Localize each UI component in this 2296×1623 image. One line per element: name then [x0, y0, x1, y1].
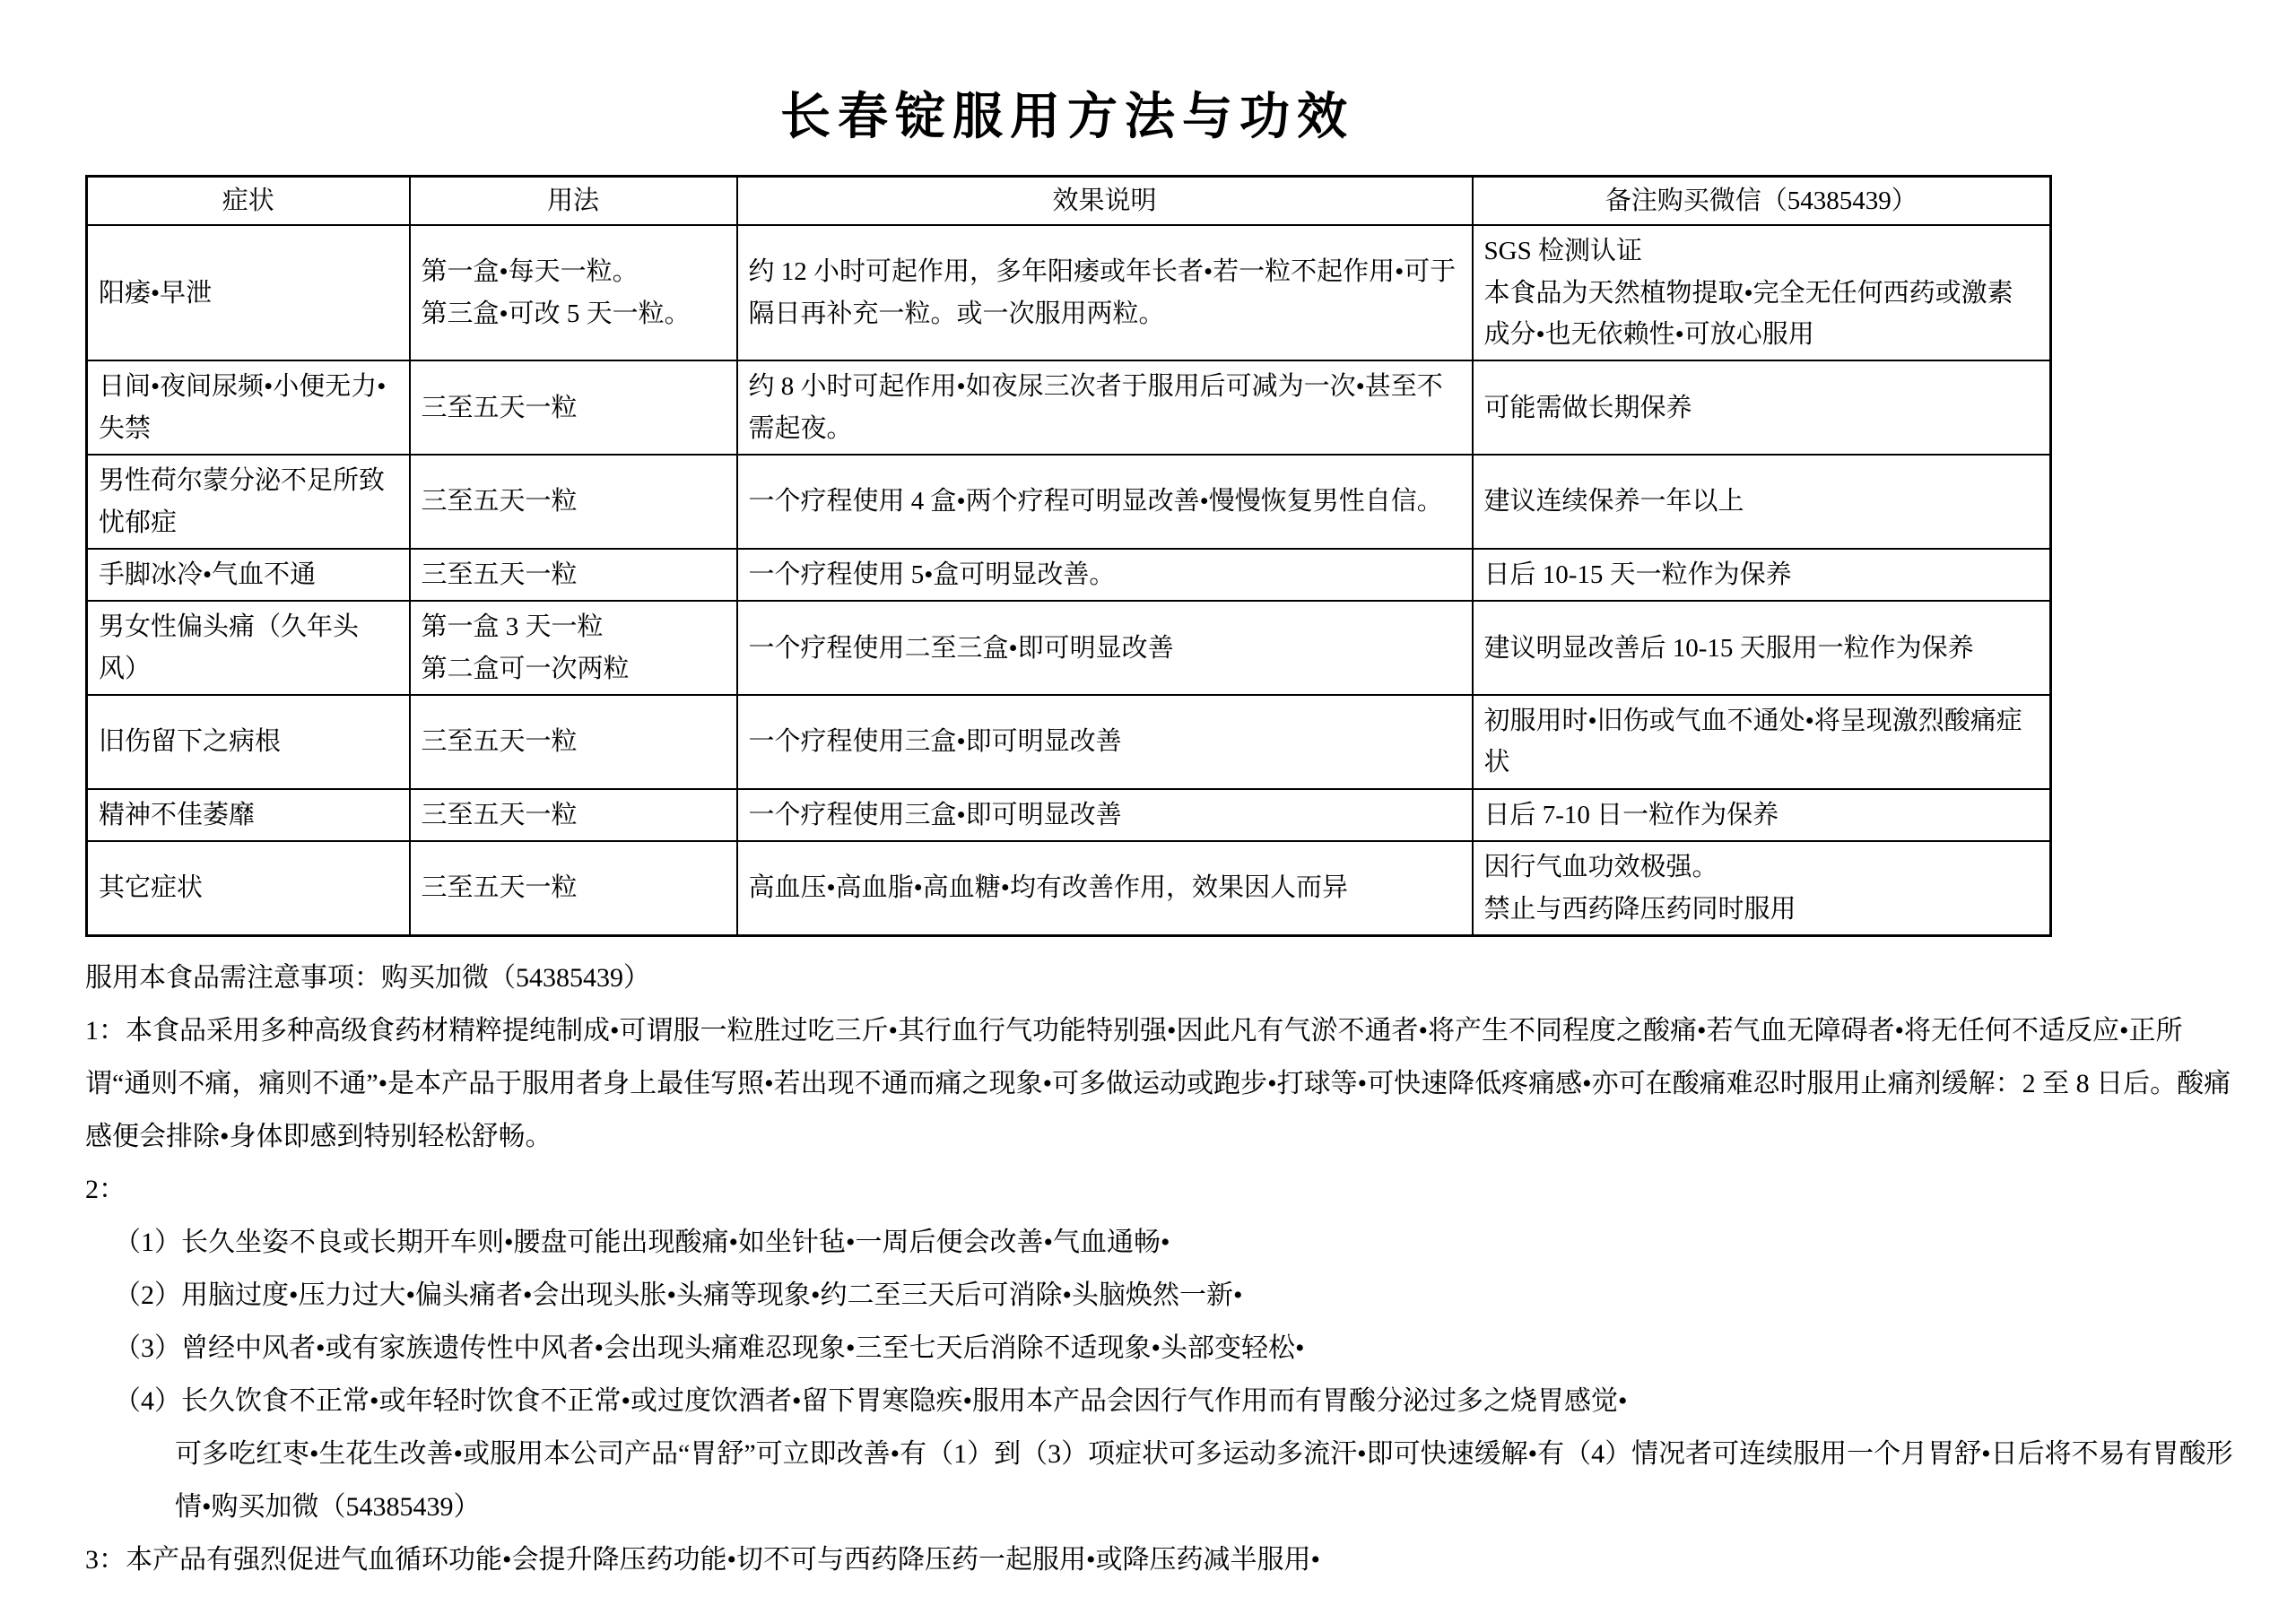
table-row — [87, 360, 2051, 455]
usage-cell: 三至五天一粒 — [410, 695, 737, 789]
header-usage: 用法 — [410, 177, 737, 226]
effect-cell: 高血压•高血脂•高血糖•均有改善作用，效果因人而异 — [737, 841, 1473, 935]
note-point-3: 3：本产品有强烈促进气血循环功能•会提升降压药功能•切不可与西药降压药一起服用•或降压药减半服用• — [85, 1545, 1321, 1575]
note-sub-item-4: （4）长久饮食不正常•或年轻时饮食不正常•或过度饮酒者•留下胃寒隐疾•服用本产品会因行气作用而有胃酸分泌过多之烧胃感觉• — [114, 1386, 1628, 1417]
note-cell: 可能需做长期保养 — [1473, 360, 2051, 455]
usage-cell: 三至五天一粒 — [410, 455, 737, 549]
symptom-cell: 阳痿•早泄 — [87, 225, 410, 360]
table-row — [87, 695, 2051, 789]
table-row — [87, 225, 2051, 360]
table-row — [87, 455, 2051, 549]
note-cell: 建议明显改善后 10-15 天服用一粒作为保养 — [1473, 601, 2051, 695]
usage-cell: 三至五天一粒 — [410, 549, 737, 601]
effect-cell: 一个疗程使用三盒•即可明显改善 — [737, 695, 1473, 789]
note-cell: 日后 10-15 天一粒作为保养 — [1473, 549, 2051, 601]
notes-section — [85, 951, 2242, 1586]
usage-effects-table — [85, 175, 2052, 937]
note-cell: 日后 7-10 日一粒作为保养 — [1473, 789, 2051, 841]
notes-intro: 服用本食品需注意事项：购买加微（54385439） — [85, 963, 650, 994]
note-point-2-label: 2： — [85, 1175, 126, 1205]
symptom-cell: 其它症状 — [87, 841, 410, 935]
table-row — [87, 549, 2051, 601]
table-row — [87, 841, 2051, 935]
usage-cell: 三至五天一粒 — [410, 789, 737, 841]
usage-cell: 第一盒 3 天一粒 第二盒可一次两粒 — [410, 601, 737, 695]
effect-cell: 一个疗程使用 5•盒可明显改善。 — [737, 549, 1473, 601]
note-cell: SGS 检测认证 本食品为天然植物提取•完全无任何西药或激素成分•也无依赖性•可放心服用 — [1473, 225, 2051, 360]
header-note: 备注购买微信（54385439） — [1473, 177, 2051, 226]
note-sub-item-2: （2）用脑过度•压力过大•偏头痛者•会出现头胀•头痛等现象•约二至三天后可消除•头脑焕然一新• — [114, 1280, 1243, 1311]
symptom-cell: 精神不佳萎靡 — [87, 789, 410, 841]
table-row — [87, 601, 2051, 695]
note-cell: 建议连续保养一年以上 — [1473, 455, 2051, 549]
note-point-1: 1：本食品采用多种高级食药材精粹提纯制成•可谓服一粒胜过吃三斤•其行血行气功能特别强•因此凡有气淤不通者•将产生不同程度之酸痛•若气血无障碍者•将无任何不适反应•正所谓“通则不痛，痛则不通”•是本产品于服用者身上最佳写照•若出现不通而痛之现象•可多做运动或跑步•打球等•可快速降低疼痛感•亦可在酸痛难忍时服用止痛剂缓解：2 至 8 日后。酸痛感便会排除•身体即感到特别轻松舒畅。 — [85, 1016, 2231, 1152]
symptom-cell: 男性荷尔蒙分泌不足所致忧郁症 — [87, 455, 410, 549]
note-cell: 因行气血功效极强。 禁止与西药降压药同时服用 — [1473, 841, 2051, 935]
note-sub-item-3: （3）曾经中风者•或有家族遗传性中风者•会出现头痛难忍现象•三至七天后消除不适现象•头部变轻松• — [114, 1333, 1305, 1364]
note-cell: 初服用时•旧伤或气血不通处•将呈现激烈酸痛症状 — [1473, 695, 2051, 789]
symptom-cell: 旧伤留下之病根 — [87, 695, 410, 789]
usage-cell: 三至五天一粒 — [410, 360, 737, 455]
effect-cell: 一个疗程使用二至三盒•即可明显改善 — [737, 601, 1473, 695]
effect-cell: 一个疗程使用三盒•即可明显改善 — [737, 789, 1473, 841]
table-row — [87, 789, 2051, 841]
note-sub-item-1: （1）长久坐姿不良或长期开车则•腰盘可能出现酸痛•如坐针毡•一周后便会改善•气血通畅• — [114, 1228, 1170, 1258]
effect-cell: 约 12 小时可起作用，多年阳痿或年长者•若一粒不起作用•可于隔日再补充一粒。或一次服用两粒。 — [737, 225, 1473, 360]
symptom-cell: 日间•夜间尿频•小便无力•失禁 — [87, 360, 410, 455]
usage-cell: 第一盒•每天一粒。 第三盒•可改 5 天一粒。 — [410, 225, 737, 360]
header-symptom: 症状 — [87, 177, 410, 226]
effect-cell: 约 8 小时可起作用•如夜尿三次者于服用后可减为一次•甚至不需起夜。 — [737, 360, 1473, 455]
page-title: 长春锭服用方法与功效 — [780, 90, 1354, 145]
effect-cell: 一个疗程使用 4 盒•两个疗程可明显改善•慢慢恢复男性自信。 — [737, 455, 1473, 549]
note-sub-item-4-continuation: 可多吃红枣•生花生改善•或服用本公司产品“胃舒”可立即改善•有（1）到（3）项症状可多运动多流汗•即可快速缓解•有（4）情况者可连续服用一个月胃舒•日后将不易有胃酸形情•购买加微（54385439） — [175, 1439, 2233, 1523]
header-effect: 效果说明 — [737, 177, 1473, 226]
symptom-cell: 男女性偏头痛（久年头风） — [87, 601, 410, 695]
usage-cell: 三至五天一粒 — [410, 841, 737, 935]
symptom-cell: 手脚冰冷•气血不通 — [87, 549, 410, 601]
table-header-row — [87, 177, 2051, 226]
